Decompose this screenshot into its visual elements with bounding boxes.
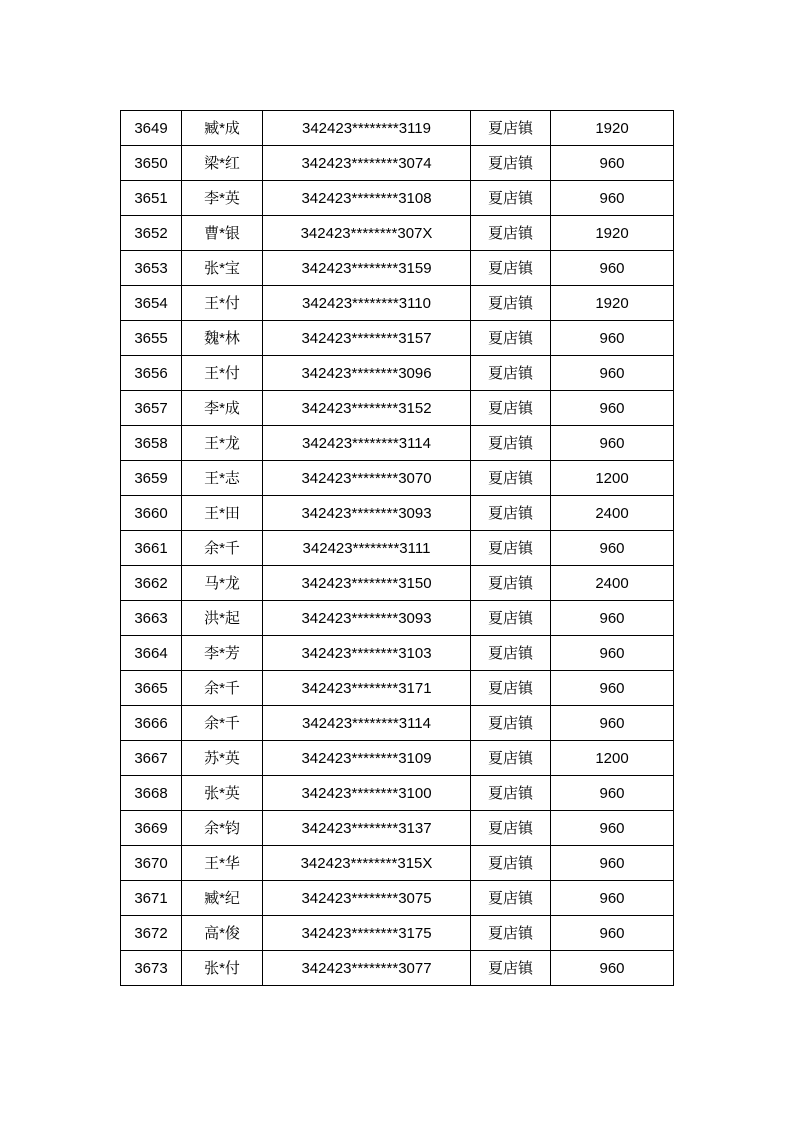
cell-town: 夏店镇 (471, 601, 551, 636)
cell-town: 夏店镇 (471, 111, 551, 146)
cell-town: 夏店镇 (471, 706, 551, 741)
table-row (121, 566, 674, 601)
cell-name: 余*千 (182, 706, 263, 741)
cell-amount: 1200 (551, 741, 674, 776)
table-row (121, 811, 674, 846)
cell-no: 3668 (121, 776, 182, 811)
cell-amount: 960 (551, 916, 674, 951)
cell-id: 342423********315X (263, 846, 471, 881)
cell-name: 洪*起 (182, 601, 263, 636)
cell-town: 夏店镇 (471, 286, 551, 321)
cell-town: 夏店镇 (471, 356, 551, 391)
cell-town: 夏店镇 (471, 671, 551, 706)
cell-amount: 960 (551, 811, 674, 846)
cell-town: 夏店镇 (471, 951, 551, 986)
table-row (121, 951, 674, 986)
cell-id: 342423********3100 (263, 776, 471, 811)
cell-no: 3667 (121, 741, 182, 776)
cell-no: 3655 (121, 321, 182, 356)
cell-no: 3664 (121, 636, 182, 671)
cell-town: 夏店镇 (471, 741, 551, 776)
table-row (121, 111, 674, 146)
payment-roster-table (120, 110, 674, 986)
cell-no: 3649 (121, 111, 182, 146)
cell-amount: 960 (551, 706, 674, 741)
cell-no: 3651 (121, 181, 182, 216)
table-row (121, 671, 674, 706)
cell-no: 3665 (121, 671, 182, 706)
cell-town: 夏店镇 (471, 636, 551, 671)
cell-town: 夏店镇 (471, 916, 551, 951)
cell-name: 王*田 (182, 496, 263, 531)
cell-name: 高*俊 (182, 916, 263, 951)
cell-id: 342423********3150 (263, 566, 471, 601)
cell-name: 臧*纪 (182, 881, 263, 916)
cell-amount: 2400 (551, 566, 674, 601)
cell-town: 夏店镇 (471, 531, 551, 566)
cell-town: 夏店镇 (471, 566, 551, 601)
cell-amount: 1920 (551, 111, 674, 146)
cell-no: 3653 (121, 251, 182, 286)
cell-name: 余*千 (182, 671, 263, 706)
cell-name: 余*千 (182, 531, 263, 566)
cell-name: 王*志 (182, 461, 263, 496)
cell-id: 342423********307X (263, 216, 471, 251)
cell-amount: 960 (551, 776, 674, 811)
cell-name: 张*付 (182, 951, 263, 986)
cell-town: 夏店镇 (471, 496, 551, 531)
cell-id: 342423********3175 (263, 916, 471, 951)
cell-id: 342423********3114 (263, 706, 471, 741)
cell-town: 夏店镇 (471, 391, 551, 426)
cell-id: 342423********3157 (263, 321, 471, 356)
cell-amount: 2400 (551, 496, 674, 531)
cell-no: 3663 (121, 601, 182, 636)
table-row (121, 916, 674, 951)
cell-id: 342423********3137 (263, 811, 471, 846)
table-row (121, 356, 674, 391)
cell-id: 342423********3074 (263, 146, 471, 181)
cell-name: 苏*英 (182, 741, 263, 776)
table-row (121, 531, 674, 566)
cell-no: 3669 (121, 811, 182, 846)
cell-name: 王*付 (182, 286, 263, 321)
cell-town: 夏店镇 (471, 321, 551, 356)
cell-amount: 1920 (551, 216, 674, 251)
cell-id: 342423********3093 (263, 601, 471, 636)
table-row (121, 461, 674, 496)
cell-no: 3672 (121, 916, 182, 951)
cell-id: 342423********3093 (263, 496, 471, 531)
cell-no: 3659 (121, 461, 182, 496)
table-row (121, 601, 674, 636)
cell-name: 王*龙 (182, 426, 263, 461)
table-row (121, 706, 674, 741)
cell-id: 342423********3111 (263, 531, 471, 566)
table-row (121, 846, 674, 881)
cell-no: 3673 (121, 951, 182, 986)
cell-no: 3654 (121, 286, 182, 321)
cell-amount: 960 (551, 181, 674, 216)
cell-town: 夏店镇 (471, 461, 551, 496)
cell-name: 李*芳 (182, 636, 263, 671)
cell-amount: 960 (551, 951, 674, 986)
cell-id: 342423********3096 (263, 356, 471, 391)
cell-amount: 960 (551, 636, 674, 671)
cell-name: 张*宝 (182, 251, 263, 286)
cell-town: 夏店镇 (471, 811, 551, 846)
cell-amount: 1200 (551, 461, 674, 496)
cell-id: 342423********3108 (263, 181, 471, 216)
cell-no: 3657 (121, 391, 182, 426)
cell-name: 李*英 (182, 181, 263, 216)
cell-name: 余*钧 (182, 811, 263, 846)
cell-amount: 960 (551, 531, 674, 566)
table-row (121, 881, 674, 916)
table-row (121, 286, 674, 321)
cell-town: 夏店镇 (471, 181, 551, 216)
cell-id: 342423********3159 (263, 251, 471, 286)
cell-id: 342423********3152 (263, 391, 471, 426)
table-row (121, 146, 674, 181)
cell-id: 342423********3070 (263, 461, 471, 496)
cell-no: 3670 (121, 846, 182, 881)
cell-amount: 960 (551, 426, 674, 461)
table-row (121, 636, 674, 671)
cell-id: 342423********3119 (263, 111, 471, 146)
cell-id: 342423********3109 (263, 741, 471, 776)
cell-name: 张*英 (182, 776, 263, 811)
cell-name: 臧*成 (182, 111, 263, 146)
table-row (121, 321, 674, 356)
cell-town: 夏店镇 (471, 146, 551, 181)
table-row (121, 251, 674, 286)
cell-id: 342423********3110 (263, 286, 471, 321)
cell-no: 3656 (121, 356, 182, 391)
cell-amount: 960 (551, 251, 674, 286)
table-row (121, 216, 674, 251)
cell-amount: 960 (551, 391, 674, 426)
cell-amount: 960 (551, 601, 674, 636)
cell-town: 夏店镇 (471, 776, 551, 811)
cell-amount: 1920 (551, 286, 674, 321)
cell-town: 夏店镇 (471, 881, 551, 916)
cell-no: 3652 (121, 216, 182, 251)
cell-id: 342423********3171 (263, 671, 471, 706)
cell-amount: 960 (551, 321, 674, 356)
table-row (121, 741, 674, 776)
cell-no: 3662 (121, 566, 182, 601)
cell-name: 梁*红 (182, 146, 263, 181)
cell-no: 3666 (121, 706, 182, 741)
cell-amount: 960 (551, 356, 674, 391)
cell-no: 3671 (121, 881, 182, 916)
cell-town: 夏店镇 (471, 846, 551, 881)
cell-no: 3650 (121, 146, 182, 181)
cell-no: 3661 (121, 531, 182, 566)
cell-name: 王*华 (182, 846, 263, 881)
cell-amount: 960 (551, 846, 674, 881)
table-row (121, 496, 674, 531)
cell-id: 342423********3103 (263, 636, 471, 671)
cell-id: 342423********3075 (263, 881, 471, 916)
cell-id: 342423********3077 (263, 951, 471, 986)
table-row (121, 776, 674, 811)
cell-town: 夏店镇 (471, 426, 551, 461)
table-row (121, 181, 674, 216)
cell-town: 夏店镇 (471, 251, 551, 286)
cell-no: 3658 (121, 426, 182, 461)
payment-table-body (121, 111, 674, 986)
cell-amount: 960 (551, 881, 674, 916)
cell-name: 魏*林 (182, 321, 263, 356)
cell-name: 李*成 (182, 391, 263, 426)
cell-amount: 960 (551, 146, 674, 181)
cell-town: 夏店镇 (471, 216, 551, 251)
table-row (121, 391, 674, 426)
cell-name: 王*付 (182, 356, 263, 391)
cell-no: 3660 (121, 496, 182, 531)
cell-id: 342423********3114 (263, 426, 471, 461)
cell-amount: 960 (551, 671, 674, 706)
table-row (121, 426, 674, 461)
cell-name: 马*龙 (182, 566, 263, 601)
cell-name: 曹*银 (182, 216, 263, 251)
